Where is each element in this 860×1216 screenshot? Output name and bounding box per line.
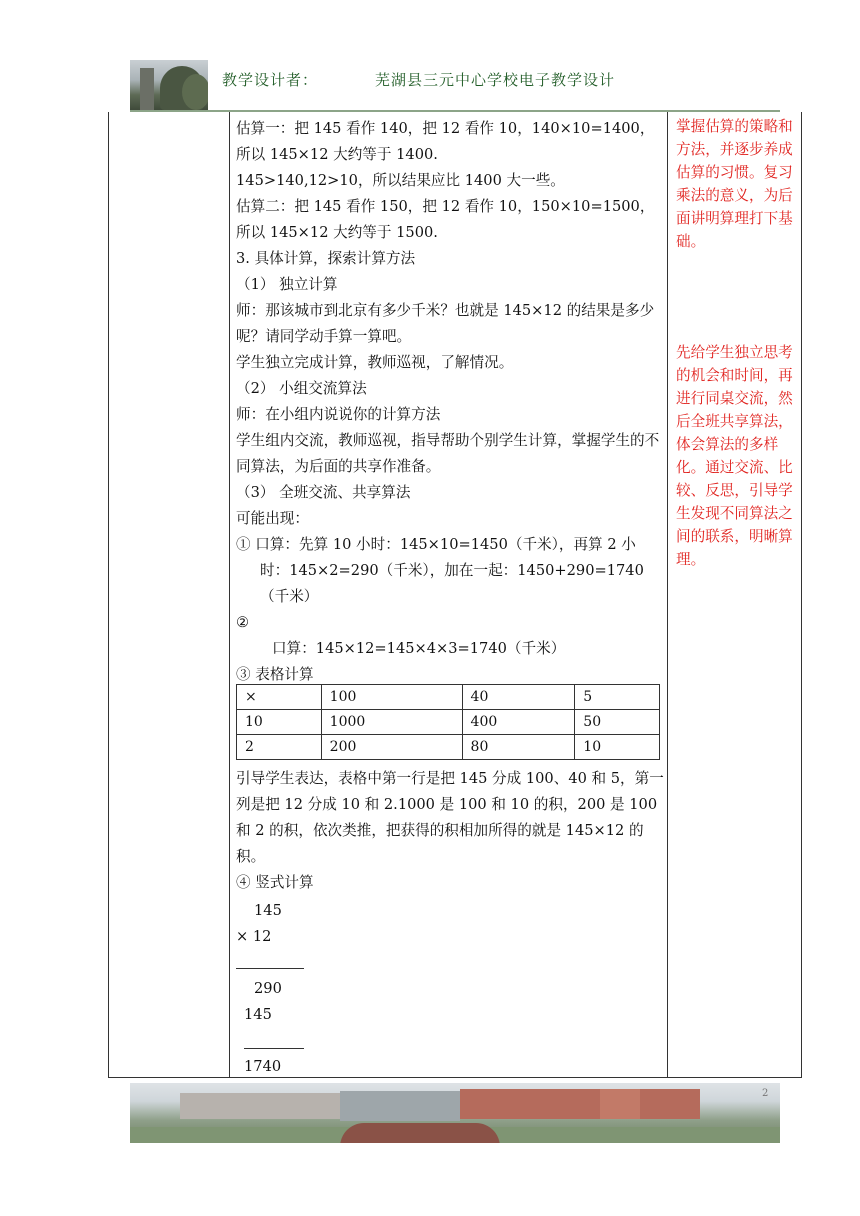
table-cell: 200 <box>321 735 462 760</box>
possible-outcomes: 可能出现： <box>236 510 309 527</box>
header-photo <box>130 60 208 110</box>
table-cell: 5 <box>575 685 660 710</box>
school-title: 芜湖县三元中心学校电子教学设计 <box>375 71 616 89</box>
vertical-multiplier: × 12 <box>236 928 272 945</box>
table-row <box>237 735 660 760</box>
estimate-compare: 145>140,12>10，所以结果应比 1400 大一些。 <box>236 172 565 189</box>
table-row <box>237 710 660 735</box>
table-cell: 400 <box>462 710 575 735</box>
step-2-heading: （2） 小组交流算法 <box>236 380 367 397</box>
group-exchange: 学生组内交流，教师巡视，指导帮助个别学生计算，掌握学生的不同算法，为后面的共享作准备。 <box>236 432 660 475</box>
side-note-estimation <box>676 115 796 253</box>
estimate-one: 估算一：把 145 看作 140，把 12 看作 10，140×10=1400，所以 145×12 大约等于 1400. <box>236 120 655 163</box>
table-cell: 80 <box>462 735 575 760</box>
method-4-heading: ④ 竖式计算 <box>236 874 314 891</box>
table-explanation: 引导学生表达，表格中第一行是把 145 分成 100、40 和 5，第一列是把 12 分成 10 和 2.1000 是 100 和 10 的积，200 是 100 和 2 的积，依次类推，把获得的积相加所得的就是 145×12 的积。 <box>236 770 664 865</box>
table-cell: 2 <box>237 735 322 760</box>
method-3-heading: ③ 表格计算 <box>236 666 314 683</box>
teacher-group-prompt: 师：在小组内说说你的计算方法 <box>236 406 441 423</box>
side-note-text: 掌握估算的策略和方法，并逐步养成估算的习惯。复习乘法的意义，为后面讲明算理打下基础。 <box>676 118 793 250</box>
section-heading: 3. 具体计算，探索计算方法 <box>236 250 416 267</box>
student-independent: 学生独立完成计算，教师巡视，了解情况。 <box>236 354 514 371</box>
table-cell: 10 <box>575 735 660 760</box>
method-1: ① 口算：先算 10 小时：145×10=1450（千米），再算 2 小时：145×2=290（千米），加在一起：1450+290=1740（千米） <box>236 536 644 605</box>
vertical-rule-1 <box>236 968 304 969</box>
footer-photo <box>130 1083 780 1143</box>
estimate-two: 估算二：把 145 看作 150，把 12 看作 10，150×10=1500，所以 145×12 大约等于 1500. <box>236 198 655 241</box>
vertical-result: 1740 <box>244 1058 282 1075</box>
method-2-marker: ② <box>236 614 250 631</box>
column-divider-left <box>229 112 230 1078</box>
step-3-heading: （3） 全班交流、共享算法 <box>236 484 411 501</box>
main-after-table <box>236 766 664 896</box>
side-note-algorithms <box>676 341 796 571</box>
vertical-partial-1: 290 <box>254 980 282 997</box>
main-column <box>236 116 664 688</box>
table-cell: 100 <box>321 685 462 710</box>
table-cell: 50 <box>575 710 660 735</box>
step-1-heading: （1） 独立计算 <box>236 276 338 293</box>
vertical-rule-2 <box>244 1048 304 1049</box>
vertical-multiplicand: 145 <box>254 902 282 919</box>
teacher-question: 师：那该城市到北京有多少千米？也就是 145×12 的结果是多少呢？请同学动手算一算吧。 <box>236 302 655 345</box>
table-cell: × <box>237 685 322 710</box>
designer-label: 教学设计者： <box>222 71 319 89</box>
vertical-partial-2: 145 <box>244 1006 272 1023</box>
table-cell: 10 <box>237 710 322 735</box>
side-note-text: 先给学生独立思考的机会和时间，再进行同桌交流，然后全班共享算法，体会算法的多样化。通过交流、比较、反思，引导学生发现不同算法之间的联系，明晰算理。 <box>676 344 793 568</box>
table-row <box>237 685 660 710</box>
table-cell: 1000 <box>321 710 462 735</box>
column-divider-right <box>667 112 668 1078</box>
table-cell: 40 <box>462 685 575 710</box>
multiplication-grid <box>236 684 660 760</box>
method-2: 口算：145×12=145×4×3=1740（千米） <box>272 640 566 657</box>
page-number: 2 <box>762 1088 769 1099</box>
